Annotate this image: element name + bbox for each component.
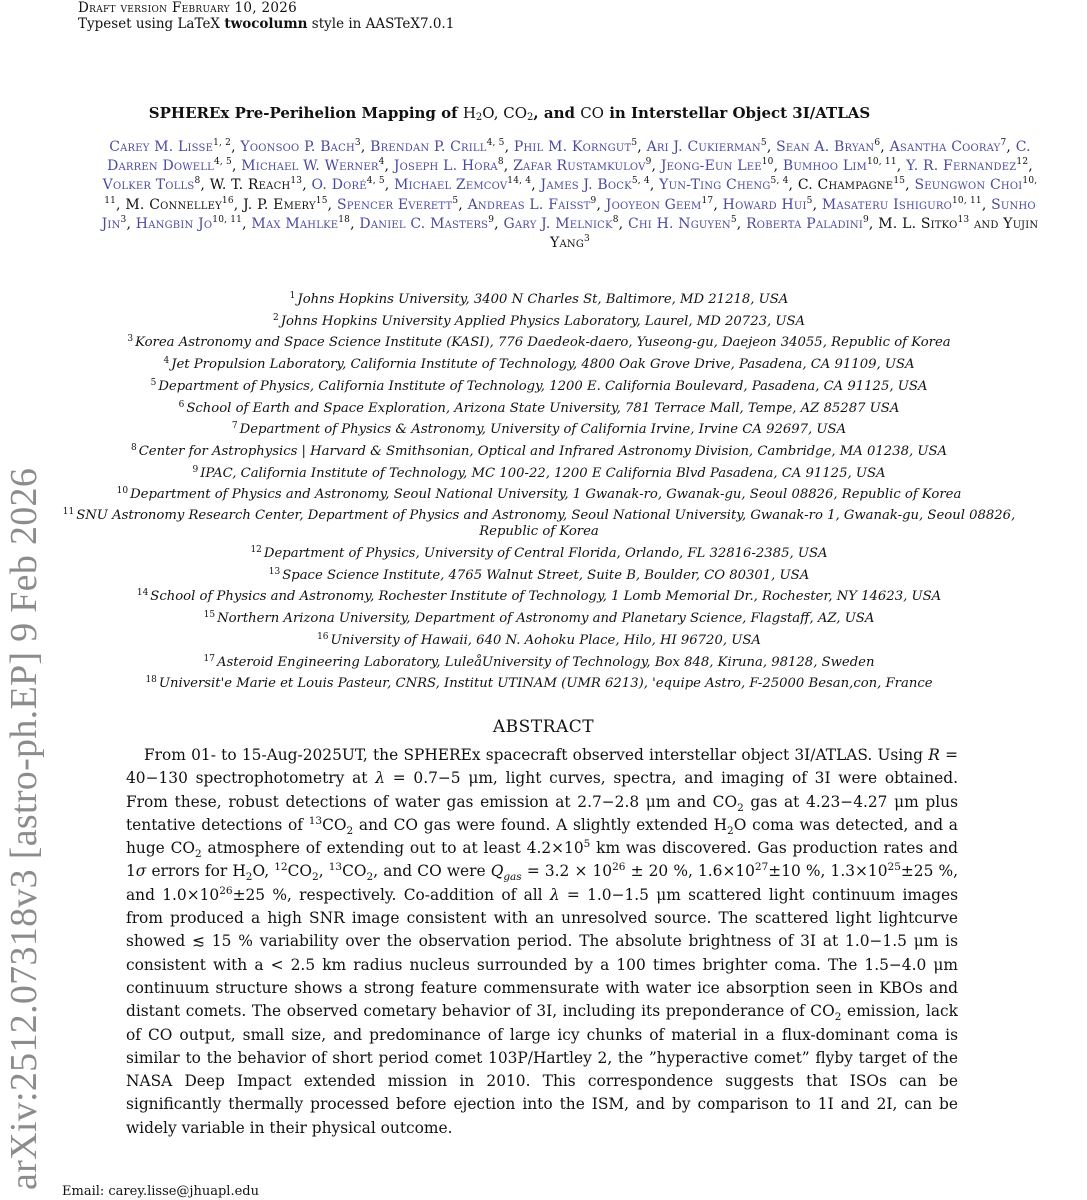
affiliation-text: Jet Propulsion Laboratory, California Institute of Technology, 4800 Oak Grove Drive, Pasadena, CA 91109, USA [171, 357, 915, 373]
author-name: W. T. Reach [209, 177, 291, 194]
abs-sup26: 26 [612, 861, 626, 874]
affiliation-row [58, 311, 1020, 333]
author-name[interactable]: C. Darren Dowell [107, 139, 1031, 175]
abs-r: R [928, 746, 940, 764]
abs-s9: km was discovered. Gas production rates and 1 [126, 839, 958, 881]
affiliation-number: 10 [116, 486, 129, 497]
affiliation-text: University of Hawaii, 640 N. Aohoku Place, Hilo, HI 96720, USA [330, 632, 761, 648]
affiliation-text: School of Physics and Astronomy, Rochester Institute of Technology, 1 Lomb Memorial Dr., Rochester, NY 14623, USA [150, 589, 942, 605]
affiliation-text: Johns Hopkins University, 3400 N Charles St, Baltimore, MD 21218, USA [297, 292, 789, 307]
author-name: J. P. Emery [243, 196, 316, 213]
typeset-suffix: style in AASTeX7.0.1 [307, 16, 455, 32]
author-name[interactable]: Max Mahlke [251, 215, 339, 232]
abs-s20: ±25 %, respectively. Co-addition of all [232, 885, 550, 904]
author-affiliation-marker: 3 [120, 214, 127, 225]
author-affiliation-marker: 5 [452, 195, 459, 206]
author-affiliation-marker: 10, 11 [951, 195, 982, 206]
title-text: SPHEREx Pre-Perihelion Mapping of [148, 104, 463, 122]
affiliation-text: Department of Physics, California Institute of Technology, 1200 E. California Boulevard, Pasadena, CA 91125, USA [158, 378, 928, 394]
affiliation-row [58, 608, 1020, 630]
abs-s19: ±25 %, and 1.0×10 [126, 862, 959, 904]
affiliation-number: 15 [203, 610, 216, 621]
author-affiliation-marker: 4, 5 [213, 157, 232, 168]
author-name: Yujin Yang [550, 215, 1039, 252]
affiliation-text: Northern Arizona University, Department of Astronomy and Planetary Science, Flagstaff, AZ, USA [217, 611, 875, 627]
author-name[interactable]: Michael Zemcov [394, 177, 508, 194]
title-h2o-o: O, [482, 104, 504, 122]
title-co2 [503, 104, 533, 122]
abs-s8: atmosphere of extending out to at least 4.2×10 [201, 839, 584, 858]
author-name[interactable]: Roberta Paladini [746, 215, 863, 232]
author-affiliation-marker: 8 [194, 176, 201, 187]
author-name[interactable]: Sunho Jin [101, 196, 1036, 232]
abs-s17: ± 20 %, 1.6×10 [625, 862, 755, 881]
affiliation-text: Universit'e Marie et Louis Pasteur, CNRS, Institut UTINAM (UMR 6213), 'equipe Astro, F-25000 Besan,con, France [158, 676, 933, 692]
affiliation-row [58, 289, 1020, 311]
abs-s6: and CO gas were found. A slightly extended H [353, 815, 728, 834]
author-name[interactable]: Daniel C. Masters [359, 215, 489, 232]
affiliation-number: 5 [150, 377, 157, 388]
author-affiliation-marker: 10 [761, 157, 774, 168]
affiliation-text: Asteroid Engineering Laboratory, LuleåUniversity of Technology, Box 848, Kiruna, 98128, Sweden [216, 654, 875, 670]
author-name[interactable]: Carey M. Lisse [109, 139, 214, 155]
abstract-paragraph [126, 744, 958, 1140]
affiliation-number: 18 [145, 675, 157, 686]
abs-sup13: 13 [308, 814, 323, 827]
typeset-line [78, 16, 454, 32]
affiliation-row [58, 506, 1020, 543]
abs-lambda: λ [549, 885, 560, 904]
abs-sub: 2 [737, 801, 744, 814]
author-name[interactable]: Gary J. Melnick [503, 215, 613, 232]
draft-version-line: Draft version February 10, 2026 [78, 0, 298, 16]
author-and: and [974, 215, 999, 232]
affiliation-text: SNU Astronomy Research Center, Department of Physics and Astronomy, Seoul National University, Gwanak-ro 1, Gwanak-gu, Seoul 08826, Republic of Korea [76, 508, 1016, 540]
affiliation-text: Department of Physics and Astronomy, Seoul National University, 1 Gwanak-ro, Gwanak-gu, Seoul 08826, Republic of Korea [130, 487, 962, 503]
affiliation-row [58, 484, 1020, 506]
affiliation-row [58, 630, 1020, 652]
title-end: in Interstellar Object 3I/ATLAS [603, 104, 871, 122]
author-affiliation-marker: 6 [874, 138, 881, 148]
affiliation-number: 2 [272, 312, 279, 323]
affiliation-number: 1 [289, 291, 296, 301]
author-affiliation-marker: 3 [584, 234, 590, 245]
affiliation-row [58, 354, 1020, 376]
author-affiliation-marker: 9 [590, 195, 597, 206]
abs-s15: , and CO were [373, 862, 491, 881]
abs-sub: 2 [312, 871, 319, 884]
abs-lambda: λ [375, 769, 385, 788]
author-name[interactable]: Hangbin Jo [135, 215, 213, 232]
abs-s2: = 40−130 spectrophotometry at [126, 746, 958, 788]
affiliation-row [58, 441, 1020, 463]
typeset-prefix: Typeset using [78, 16, 178, 32]
abs-sigma: σ [135, 862, 147, 881]
affiliation-text: School of Earth and Space Exploration, Arizona State University, 781 Terrace Mall, Tempe, AZ 85287 USA [186, 400, 900, 416]
affiliation-row [58, 398, 1020, 420]
abs-sup12: 12 [274, 861, 288, 874]
author-affiliation-marker: 10, 11 [104, 176, 1038, 206]
author-affiliation-marker: 5 [631, 138, 638, 148]
abs-s3: = 0.7−5 μm, light curves, spectra, and imaging of 3I were obtained. From these, robust detections of water gas emission at 2.7−2.8 μm and CO [126, 769, 958, 811]
author-name[interactable]: Sean A. Bryan [776, 139, 875, 155]
abs-s4: gas at 4.23−4.27 μm plus tentative detections of [126, 792, 958, 834]
author-name: C. Champagne [797, 177, 894, 194]
affiliation-text: Korea Astronomy and Space Science Institute (KASI), 776 Daedeok-daero, Yuseong-gu, Daejeon 34055, Republic of Korea [135, 335, 951, 351]
author-affiliation-marker: 9 [488, 214, 495, 225]
abs-sub: 2 [366, 871, 374, 884]
affiliation-text: Space Science Institute, 4765 Walnut Street, Suite B, Boulder, CO 80301, USA [282, 567, 810, 583]
title-co2-text: CO [503, 104, 528, 122]
affiliation-number: 17 [203, 653, 215, 664]
affiliation-row [58, 543, 1020, 565]
abs-s10: errors for H [146, 862, 246, 881]
author-name[interactable]: Jooyeon Geem [605, 196, 702, 213]
author-affiliation-marker: 13 [290, 176, 303, 187]
author-affiliation-marker: 9 [862, 214, 869, 225]
abs-sub: 2 [727, 824, 734, 837]
affiliation-row [58, 419, 1020, 441]
author-affiliation-marker: 9 [645, 157, 652, 168]
affiliation-number: 6 [178, 399, 185, 410]
author-affiliation-marker: 17 [701, 195, 714, 206]
paper-title [0, 104, 1019, 123]
author-affiliation-marker: 13 [957, 214, 970, 225]
abs-sub: 2 [346, 824, 354, 837]
author-name[interactable]: Volker Tolls [102, 177, 195, 194]
affiliation-text: Department of Physics, University of Central Florida, Orlando, FL 32816-2385, USA [263, 546, 828, 562]
author-affiliation-marker: 8 [612, 214, 619, 225]
abs-sub: 2 [245, 871, 253, 884]
abstract-body [126, 744, 958, 1140]
author-name[interactable]: Brendan P. Crill [370, 139, 487, 155]
author-name[interactable]: Howard Hui [722, 196, 807, 213]
corresponding-email[interactable]: Email: carey.lisse@jhuapl.edu [62, 1184, 259, 1199]
affiliation-row [58, 463, 1020, 485]
title-h2o-h: H [462, 104, 476, 122]
author-affiliation-marker: 5 [760, 138, 767, 148]
author-name[interactable]: Asantha Cooray [889, 139, 1001, 155]
author-name[interactable]: Ari J. Cukierman [646, 139, 761, 155]
latex-logo: LaTeX [177, 16, 221, 32]
author-affiliation-marker: 3 [354, 138, 361, 148]
author-affiliation-marker: 12 [1016, 157, 1029, 168]
affiliation-text: Department of Physics & Astronomy, University of California Irvine, Irvine CA 92697, USA [239, 422, 847, 438]
author-affiliation-marker: 16 [221, 195, 234, 206]
author-name[interactable]: Joseph L. Hora [393, 158, 498, 175]
author-name: M. Connelley [125, 196, 222, 213]
abs-s11: O, [252, 862, 275, 881]
abs-gas: gas [503, 871, 522, 884]
author-name[interactable]: Jeong-Eun Lee [660, 158, 762, 175]
arxiv-stamp[interactable]: arXiv:2512.07318v3 [astro-ph.EP] 9 Feb 2026 [3, 467, 45, 1190]
author-affiliation-marker: 5 [806, 195, 813, 206]
author-name[interactable]: Y. R. Fernandez [906, 158, 1017, 175]
author-name[interactable]: Zafar Rustamkulov [513, 158, 646, 175]
title-co: CO [580, 104, 604, 122]
affiliation-number: 9 [192, 464, 199, 475]
author-name[interactable]: Yoonsoo P. Bach [240, 139, 355, 155]
abs-s5: CO [322, 815, 347, 834]
affiliation-number: 16 [317, 631, 329, 642]
affiliation-text: Center for Astrophysics | Harvard & Smithsonian, Optical and Infrared Astronomy Division, Cambridge, MA 01238, USA [138, 443, 948, 459]
abs-s21: = 1.0−1.5 μm scattered light continuum images from produced a high SNR image consistent with an unresolved source. The scattered light lightcurve showed ≲ 15 % variability over the observation period. The absolute brightness of 3I at 1.0−1.5 μm is consistent with a < 2.5 km radius nucleus surrounded by a 100 times brighter coma. The 1.5−4.0 μm continuum structure shows a strong feature commensurate with water ice absorption seen in KBOs and distant comets. The observed cometary behavior of 3I, including its preponderance of CO [126, 885, 959, 1021]
author-affiliation-marker: 5 [730, 214, 737, 225]
author-affiliation-marker: 5, 4 [770, 176, 789, 187]
title-h2o [463, 104, 503, 122]
author-name[interactable]: James J. Bock [540, 177, 632, 194]
author-list: Carey M. Lisse$^{1, 2}$, Yoonsoo P. Bach$^3$, Brendan P. Crill$^{4, 5}$, Phil M. Korngut$^5$, Ari J. Cukierman$^5$, Sean A. Bryan$^6$, Asantha Cooray$^7$, C. Darren Dowell$^{4, 5}$, Michael W. Werner$^4$, Joseph L. Hora$^8$, Zafar Rustamkulov$^9$, Jeong-Eun Lee$^{10}$, Bumhoo Lim$^{10, 11}$, Y. R. Fernandez$^{12}$, Volker Tolls$^8$, W. T. Reach$^{13}$, O. Doré$^{4, 5}$, Michael Zemcov$^{14, 4}$, James J. Bock$^{5, 4}$, Yun-Ting Cheng$^{5, 4}$, C. Champagne$^{15}$, Seungwon Choi$^{10, 11}$, M. Connelley$^{16}$, J. P. Emery$^{15}$, Spencer Everett$^5$, Andreas L. Faisst$^9$, Jooyeon Geem$^{17}$, Howard Hui$^5$, Masateru Ishiguro$^{10, 11}$, Sunho Jin$^3$, Hangbin Jo$^{10, 11}$, Max Mahlke$^{18}$, Daniel C. Masters$^9$, Gary J. Melnick$^8$, Chi H. Nguyen$^5$, Roberta Paladini$^9$, M. L. Sitko$^{13}$ and Yujin Yang$^3$ [101, 138, 1039, 252]
affiliation-row [58, 652, 1020, 674]
affiliation-number: 13 [268, 566, 281, 577]
abs-q: Q [490, 862, 504, 881]
author-affiliation-marker: 8 [497, 157, 504, 168]
abs-sub: 2 [195, 848, 202, 861]
abs-sup5: 5 [583, 838, 591, 851]
abs-s12: CO [287, 862, 313, 881]
author-name[interactable]: Phil M. Korngut [513, 139, 632, 155]
author-affiliation-marker: 15 [315, 195, 328, 206]
abs-sup25: 25 [887, 861, 901, 874]
title-h2o-sub: 2 [475, 112, 483, 123]
author-affiliation-marker: 15 [893, 176, 906, 187]
affiliation-number: 14 [136, 588, 149, 599]
affiliation-row [58, 565, 1020, 587]
affiliation-row [58, 586, 1020, 608]
author-name[interactable]: Andreas L. Faisst [467, 196, 591, 213]
affiliation-number: 4 [163, 356, 170, 367]
affiliation-text: Johns Hopkins University Applied Physics Laboratory, Laurel, MD 20723, USA [280, 313, 806, 329]
author-affiliation-marker: 10, 11 [212, 214, 243, 225]
author-affiliation-marker: 14, 4 [507, 176, 532, 187]
author-affiliation-marker: 18 [338, 214, 351, 225]
author-affiliation-marker: 7 [1000, 138, 1007, 148]
abstract-heading: ABSTRACT [492, 717, 595, 737]
affiliation-row [58, 376, 1020, 398]
preprint-header [78, 0, 454, 32]
abs-s22: emission, lack of CO output, small size, and predominance of large icy chunks of material in a flux-dominant coma is similar to the behavior of short period comet 103P/Hartley 2, the ”hyperactive comet” flyby target of the NASA Deep Impact extended mission in 2010. This correspondence suggests that ISOs can be significantly thermally processed before ejection into the ISM, and by comparison to 1I and 2I, can be widely variable in their physical outcome. [126, 1002, 958, 1137]
affiliation-text: IPAC, California Institute of Technology, MC 100-22, 1200 E California Blvd Pasadena, CA 91125, USA [200, 465, 886, 481]
author-name[interactable]: Chi H. Nguyen [627, 215, 731, 232]
author-affiliation-marker: 10, 11 [866, 157, 897, 168]
abs-s1: From 01- to 15-Aug-2025UT, the SPHEREx spacecraft observed interstellar object 3I/ATLAS. Using [144, 746, 929, 764]
affiliation-number: 8 [130, 442, 137, 453]
title-co2-sub: 2 [527, 112, 534, 123]
author-affiliation-marker: 4 [378, 157, 385, 168]
abs-s7: O coma was detected, and a huge CO [126, 815, 958, 858]
abs-sub: 2 [834, 1011, 842, 1024]
author-name[interactable]: Yun-Ting Cheng [659, 177, 771, 194]
abs-s18: ±10 %, 1.3×10 [768, 862, 888, 881]
abs-sup27: 27 [754, 861, 769, 874]
author-affiliation-marker: 1, 2 [213, 138, 232, 148]
author-affiliation-marker: 5, 4 [631, 176, 650, 187]
author-name[interactable]: Masateru Ishiguro [821, 196, 952, 213]
author-affiliation-marker: 4, 5 [366, 176, 385, 187]
affiliation-number: 12 [250, 545, 262, 556]
affiliation-number: 3 [127, 334, 134, 345]
author-name[interactable]: Seungwon Choi [914, 177, 1023, 194]
affiliation-number: 11 [62, 507, 75, 518]
typeset-bold: twocolumn [224, 16, 308, 32]
abs-sup26: 26 [219, 884, 233, 897]
abs-s13: , [318, 862, 329, 881]
affiliation-row [58, 673, 1020, 695]
author-name: M. L. Sitko [878, 215, 958, 232]
author-name[interactable]: Spencer Everett [336, 196, 453, 213]
abs-s16: = 3.2 × 10 [521, 862, 613, 881]
affiliation-number: 7 [231, 421, 238, 432]
affiliation-row [58, 332, 1020, 354]
abs-s14: CO [342, 862, 367, 881]
affiliation-list [58, 289, 1020, 695]
author-name[interactable]: Michael W. Werner [241, 158, 379, 175]
author-affiliation-marker: 4, 5 [486, 138, 505, 148]
title-and: , and [533, 104, 581, 122]
author-name[interactable]: O. Doré [311, 177, 367, 194]
author-name[interactable]: Bumhoo Lim [782, 158, 867, 175]
abs-sup13: 13 [328, 861, 343, 874]
